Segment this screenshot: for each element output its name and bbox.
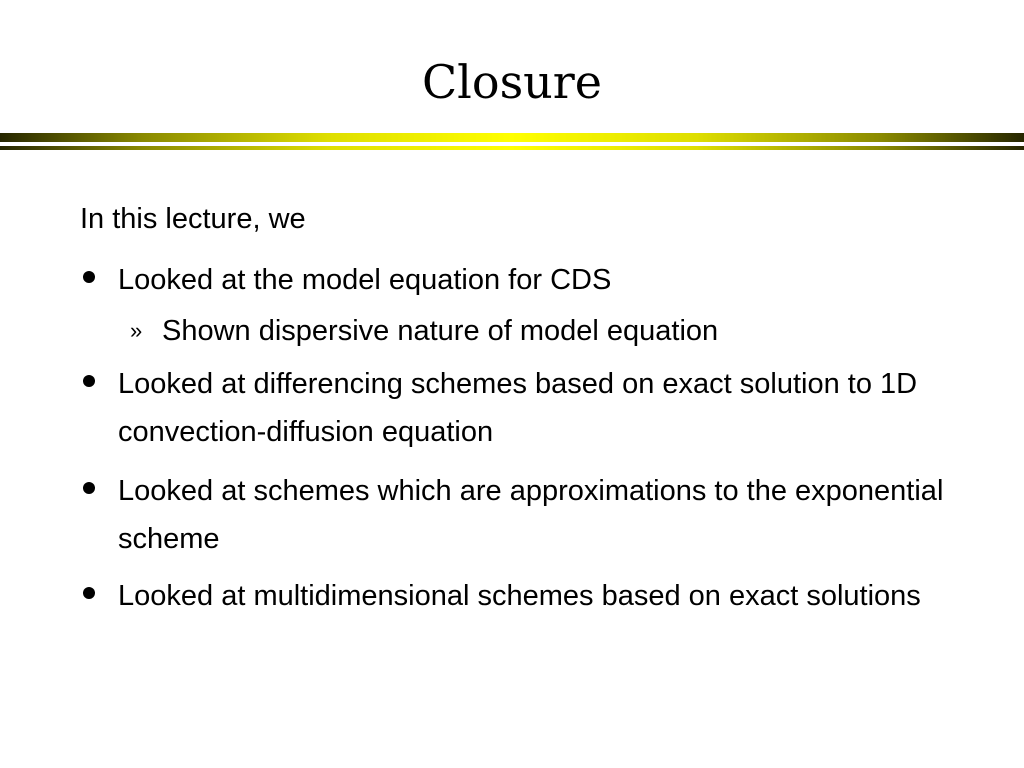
sub-bullet-marker-icon: » — [130, 318, 143, 343]
intro-text: In this lecture, we — [80, 203, 306, 235]
title-divider-thick — [0, 133, 1024, 142]
sub-bullet-text: Shown dispersive nature of model equation — [162, 315, 719, 347]
bullet-dot-icon — [83, 375, 95, 387]
sub-bullet-item — [130, 311, 718, 351]
bullet-text: Looked at differencing schemes based on exact solution to 1D convection-diffusion equation — [118, 368, 918, 448]
bullet-dot-icon — [83, 271, 95, 283]
bullet-dot-icon — [83, 587, 95, 599]
slide-title: Closure — [421, 55, 603, 109]
bullet-text: Looked at the model equation for CDS — [118, 264, 612, 296]
title-divider-thin — [0, 146, 1024, 150]
bullet-text: Looked at multidimensional schemes based on exact solutions — [118, 580, 921, 612]
bullet-text: Looked at schemes which are approximations to the exponential scheme — [118, 475, 944, 555]
bullet-dot-icon — [83, 482, 95, 494]
